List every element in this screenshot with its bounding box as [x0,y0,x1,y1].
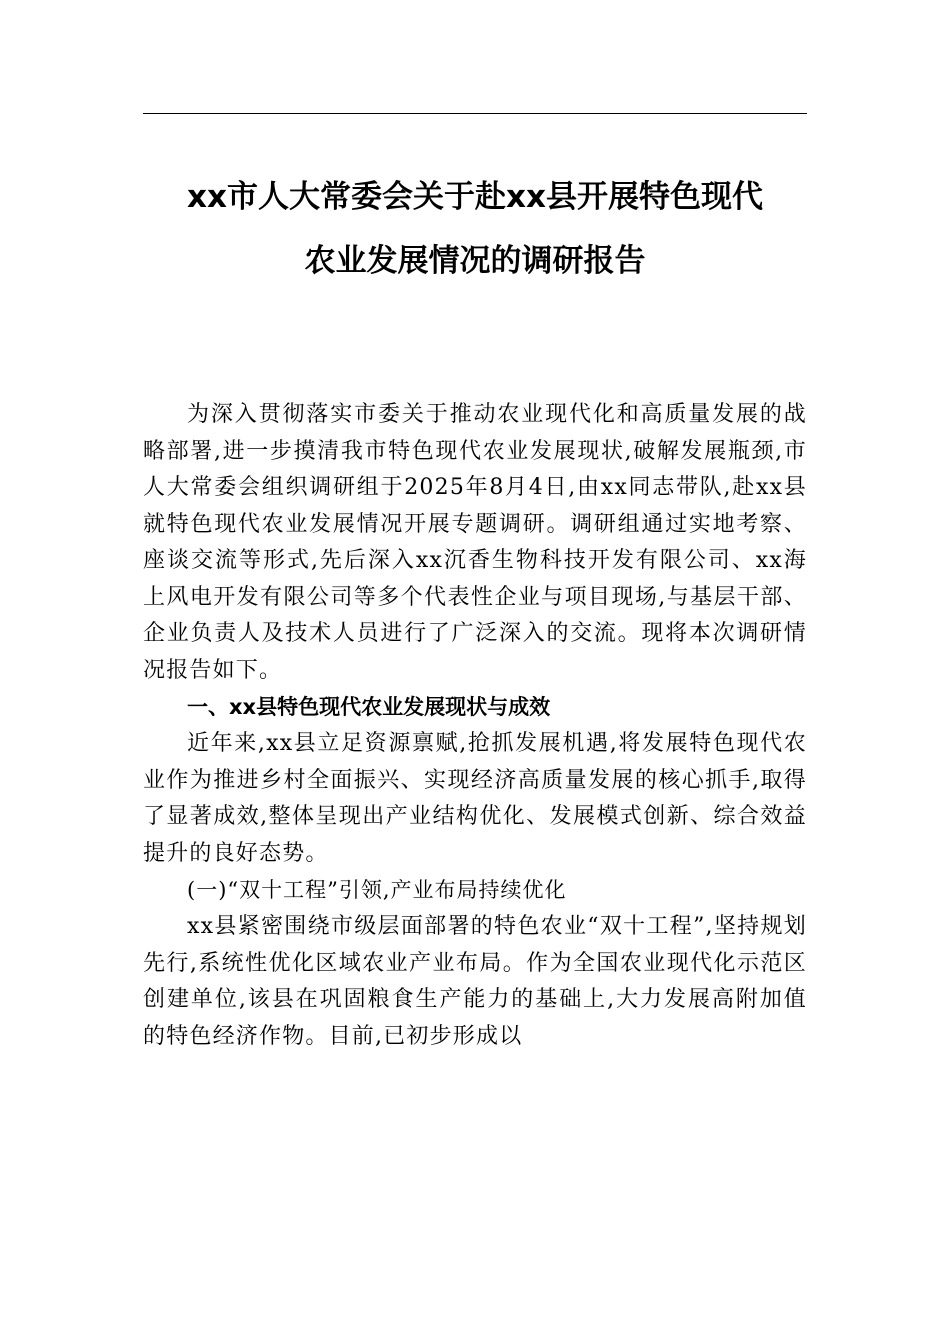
section-1-heading: 一、xx县特色现代农业发展现状与成效 [187,695,551,719]
document-body [143,397,807,1055]
intro-paragraph: 为深入贯彻落实市委关于推动农业现代化和高质量发展的战略部署,进一步摸清我市特色现代农业发展现状,破解发展瓶颈,市人大常委会组织调研组于2025年8月4日,由xx同志带队,赴xx县就特色现代农业发展情况开展专题调研。调研组通过实地考察、座谈交流等形式,先后深入xx沉香生物科技开发有限公司、xx海上风电开发有限公司等多个代表性企业与项目现场,与基层干部、企业负责人及技术人员进行了广泛深入的交流。现将本次调研情况报告如下。 [143,402,807,683]
subsection-1-paragraph: xx县紧密围绕市级层面部署的特色农业“双十工程”,坚持规划先行,系统性优化区域农业产业布局。作为全国农业现代化示范区创建单位,该县在巩固粮食生产能力的基础上,大力发展高附加值的特色经济作物。目前,已初步形成以 [143,914,807,1049]
document-title [143,165,807,293]
title-line-1: xx市人大常委会关于赴xx县开展特色现代 [187,179,763,215]
section-1-paragraph: 近年来,xx县立足资源禀赋,抢抓发展机遇,将发展特色现代农业作为推进乡村全面振兴、实现经济高质量发展的核心抓手,取得了显著成效,整体呈现出产业结构优化、发展模式创新、综合效益提升的良好态势。 [143,731,807,866]
subsection-1-heading: (一)“双十工程”引领,产业布局持续优化 [187,878,567,902]
header-rule [143,113,807,114]
title-line-2: 农业发展情况的调研报告 [304,243,646,279]
